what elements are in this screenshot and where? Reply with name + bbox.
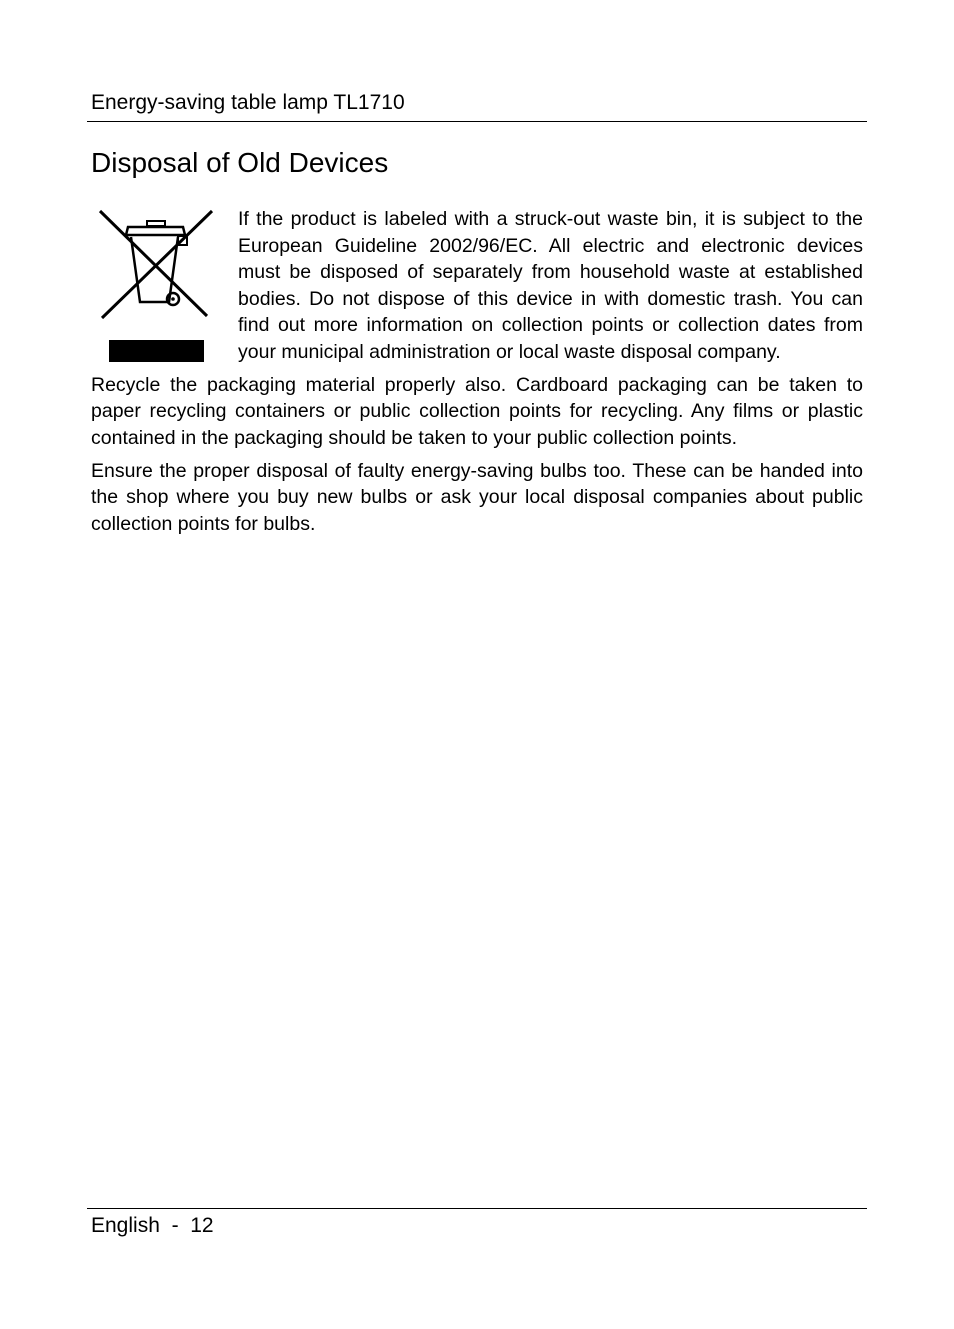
paragraph-disposal: If the product is labeled with a struck-out waste bin, it is subject to the European Guideline 2002/96/EC. All electric and electronic devices must be disposed of separately from household waste at established bodies. Do not dispose of this device in with domestic trash. You can find out more information on collection points or collection dates from your municipal administration or local waste disposal company.: [238, 208, 863, 363]
main-content: [91, 206, 863, 544]
footer-language: English: [91, 1214, 160, 1237]
crossed-out-wheelie-bin-icon: [95, 208, 219, 364]
header-title: Energy-saving table lamp TL1710: [91, 91, 405, 114]
footer-separator: -: [171, 1214, 179, 1237]
section-title: Disposal of Old Devices: [91, 147, 389, 178]
page-number: 12: [190, 1214, 214, 1237]
paragraph-packaging: Recycle the packaging material properly also. Cardboard packaging can be taken to paper recycling containers or public collection points for recycling. Any films or plastic contained in the packaging should be taken to your public collection points.: [91, 373, 863, 449]
page-header: [87, 90, 867, 122]
page-footer: [87, 1208, 867, 1239]
paragraph-bulbs: Ensure the proper disposal of faulty energy-saving bulbs too. These can be handed into the shop where you buy new bulbs or ask your local disposal companies about public collection points for bulbs.: [91, 459, 863, 535]
